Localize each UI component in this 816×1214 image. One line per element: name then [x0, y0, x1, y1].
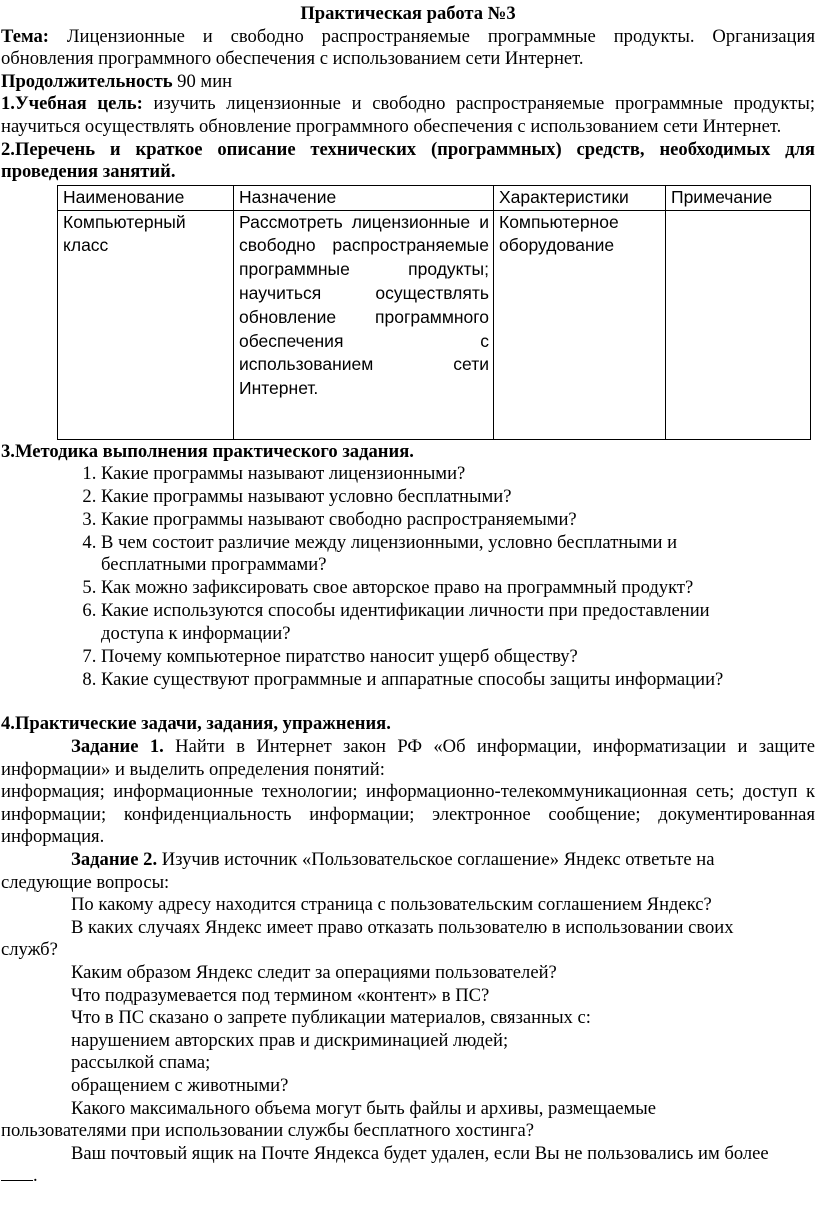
table-header-cell: Назначение	[234, 185, 494, 210]
duration-label: Продолжительность	[1, 70, 173, 92]
section3-heading: 3.Методика выполнения практического задания.	[1, 440, 414, 462]
task2-label: Задание 2.	[71, 849, 158, 871]
table-cell-characteristics: Компьютерное оборудование	[494, 210, 666, 439]
task2-question: По какому адресу находится страница с пользовательским соглашением Яндекс?	[71, 894, 712, 916]
list-item: 6. Какие используются способы идентификации личности при предоставлении доступа к информации?	[101, 600, 815, 645]
table-cell-note	[666, 210, 811, 439]
table-row	[58, 210, 811, 439]
list-item: 4. В чем состоит различие между лицензионными, условно бесплатными и бесплатными программами?	[101, 532, 815, 577]
goal-paragraph	[1, 93, 815, 138]
task2-question: Что в ПС сказано о запрете публикации материалов, связанных с:	[71, 1007, 591, 1029]
task1-text: Найти в Интернет закон РФ «Об информации, информатизации и защите информации» и выделить определения понятий:	[1, 736, 816, 780]
goal-text: изучить лицензионные и свободно распространяемые программные продукты; научиться осуществлять обновление программного обеспечения с использованием сети Интернет.	[1, 93, 815, 137]
equipment-table	[57, 185, 811, 440]
task2-question: нарушением авторских прав и дискриминацией людей;	[71, 1029, 509, 1051]
task1-label: Задание 1.	[71, 736, 164, 758]
section4-heading: 4.Практические задачи, задания, упражнения.	[1, 713, 391, 735]
answer-blank	[1, 1166, 33, 1181]
task2-last-question: Ваш почтовый ящик на Почте Яндекса будет удален, если Вы не пользовались им более .	[1, 1143, 815, 1188]
duration-paragraph	[1, 71, 815, 94]
questions-list	[1, 463, 815, 691]
table-header-cell: Наименование	[58, 185, 234, 210]
section2-heading: 2.Перечень и краткое описание технических (программных) средств, необходимых для проведения занятий.	[1, 138, 815, 183]
table-cell-purpose: Рассмотреть лицензионные и свободно распространяемые программные продукты; научиться осуществлять обновление программного обеспечения с использованием сети Интернет.	[234, 210, 494, 439]
topic-paragraph	[1, 26, 815, 71]
spacer	[1, 691, 815, 713]
task2-question: рассылкой спама;	[71, 1052, 211, 1074]
list-item: 8. Какие существуют программные и аппаратные способы защиты информации?	[101, 669, 815, 692]
task2-paragraph	[1, 849, 815, 894]
topic-text: Лицензионные и свободно распространяемые программные продукты. Организация обновления программного обеспечения с использованием сети Интернет.	[1, 25, 815, 70]
table-cell-name: Компьютерный класс	[58, 210, 234, 439]
task2-question: В каких случаях Яндекс имеет право отказать пользователю в использовании своих служб?	[1, 916, 734, 961]
table-header-cell: Примечание	[666, 185, 811, 210]
list-item: 2. Какие программы называют условно бесплатными?	[101, 486, 815, 509]
task2-question: обращением с животными?	[71, 1074, 289, 1096]
list-item: 3. Какие программы называют свободно распространяемыми?	[101, 509, 815, 532]
task2-question: Что подразумевается под термином «контент» в ПС?	[71, 984, 490, 1006]
task1-terms: информация; информационные технологии; информационно-телекоммуникационная сеть; доступ к информации; конфиденциальность информации; электронное сообщение; документированная информация.	[1, 781, 815, 848]
goal-label: 1.Учебная цель:	[1, 93, 143, 115]
page-title: Практическая работа №3	[300, 3, 516, 24]
table-header-cell: Характеристики	[494, 185, 666, 210]
task1-paragraph	[1, 736, 815, 781]
task2-text: Изучив источник «Пользовательское соглашение» Яндекс ответьте на следующие вопросы:	[1, 849, 715, 893]
task2-question: Каким образом Яндекс следит за операциями пользователей?	[71, 961, 557, 983]
list-item: 7. Почему компьютерное пиратство наносит ущерб обществу?	[101, 646, 815, 669]
topic-label: Тема:	[1, 25, 49, 47]
task2-question: Какого максимального объема могут быть файлы и архивы, размещаемые пользователями при использовании службы бесплатного хостинга?	[1, 1097, 657, 1142]
table-header-row	[58, 185, 811, 210]
list-item: 5. Как можно зафиксировать свое авторское право на программный продукт?	[101, 577, 815, 600]
list-item: 1. Какие программы называют лицензионными?	[101, 463, 815, 486]
duration-text: 90 мин	[172, 70, 233, 92]
